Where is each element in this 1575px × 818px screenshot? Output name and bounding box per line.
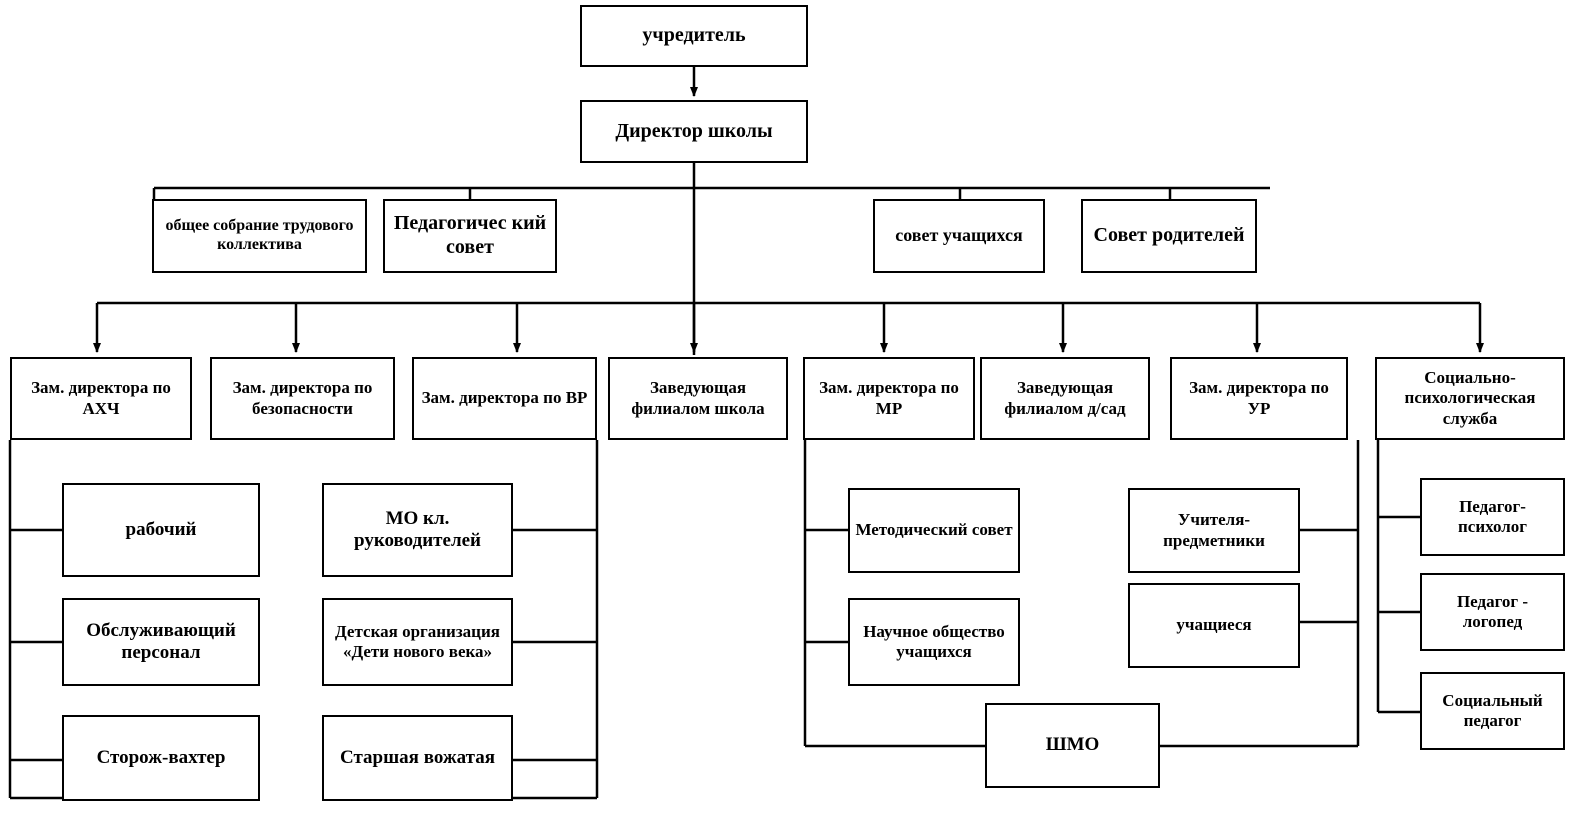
node-shmo-label: ШМО [1045,734,1100,756]
node-head-branch-school[interactable] [608,357,788,440]
node-pedagogical-council-label: Педагогичес кий совет [393,212,547,258]
node-teacher-speech[interactable] [1420,573,1565,651]
node-deputy-vr-label: Зам. директора по ВР [421,388,588,408]
node-social-teacher[interactable] [1420,672,1565,750]
node-deputy-ur-label: Зам. директора по УР [1189,378,1329,418]
node-deputy-mr[interactable] [803,357,975,440]
node-worker[interactable] [62,483,260,577]
node-students-council-label: совет учащихся [895,225,1023,246]
node-children-organization[interactable] [322,598,513,686]
node-director-label: Директор школы [615,119,773,142]
node-methodical-council-label: Методический совет [855,520,1013,540]
node-scientific-society[interactable] [848,598,1020,686]
node-deputy-vr[interactable] [412,357,597,440]
node-general-meeting-label: общее собрание трудового коллектива [165,217,354,253]
node-parents-council-label: Совет родителей [1093,224,1245,247]
node-teacher-psychologist-label: Педагог-психолог [1457,496,1528,536]
node-students-label: учащиеся [1176,615,1252,635]
node-senior-counselor-label: Старшая вожатая [340,746,495,768]
node-deputy-ahch[interactable] [10,357,192,440]
node-watchman-label: Сторож-вахтер [96,746,226,768]
node-deputy-ur[interactable] [1170,357,1348,440]
node-mo-class-leaders[interactable] [322,483,513,577]
node-founder[interactable] [580,5,808,67]
node-teacher-psychologist[interactable] [1420,478,1565,556]
node-head-branch-kindergarten[interactable] [980,357,1150,440]
node-students-council[interactable] [873,199,1045,273]
node-social-psych-service[interactable] [1375,357,1565,440]
node-service-staff[interactable] [62,598,260,686]
node-watchman[interactable] [62,715,260,801]
node-teacher-speech-label: Педагог - логопед [1456,591,1529,631]
node-head-branch-school-label: Заведующая филиалом школа [631,378,765,418]
node-head-branch-kindergarten-label: Заведующая филиалом д/сад [1004,378,1126,418]
node-social-teacher-label: Социальный педагог [1442,690,1543,730]
node-pedagogical-council[interactable] [383,199,557,273]
node-social-psych-service-label: Социально-психологическая служба [1404,368,1536,428]
node-deputy-mr-label: Зам. директора по МР [819,378,959,418]
node-senior-counselor[interactable] [322,715,513,801]
node-methodical-council[interactable] [848,488,1020,573]
node-service-staff-label: Обслуживающий персонал [86,619,236,663]
node-subject-teachers[interactable] [1128,488,1300,573]
node-children-organization-label: Детская организация «Дети нового века» [335,621,500,661]
node-founder-label: учредитель [642,24,746,47]
node-mo-class-leaders-label: МО кл. руководителей [354,507,481,551]
node-scientific-society-label: Научное общество учащихся [863,621,1005,661]
node-general-meeting[interactable] [152,199,367,273]
node-parents-council[interactable] [1081,199,1257,273]
node-deputy-security[interactable] [210,357,395,440]
node-director[interactable] [580,100,808,163]
node-shmo[interactable] [985,703,1160,788]
node-deputy-ahch-label: Зам. директора по АХЧ [31,378,171,418]
node-subject-teachers-label: Учителя-предметники [1163,510,1265,550]
node-deputy-security-label: Зам. директора по безопасности [232,378,373,418]
node-worker-label: рабочий [125,518,197,540]
node-students[interactable] [1128,583,1300,668]
